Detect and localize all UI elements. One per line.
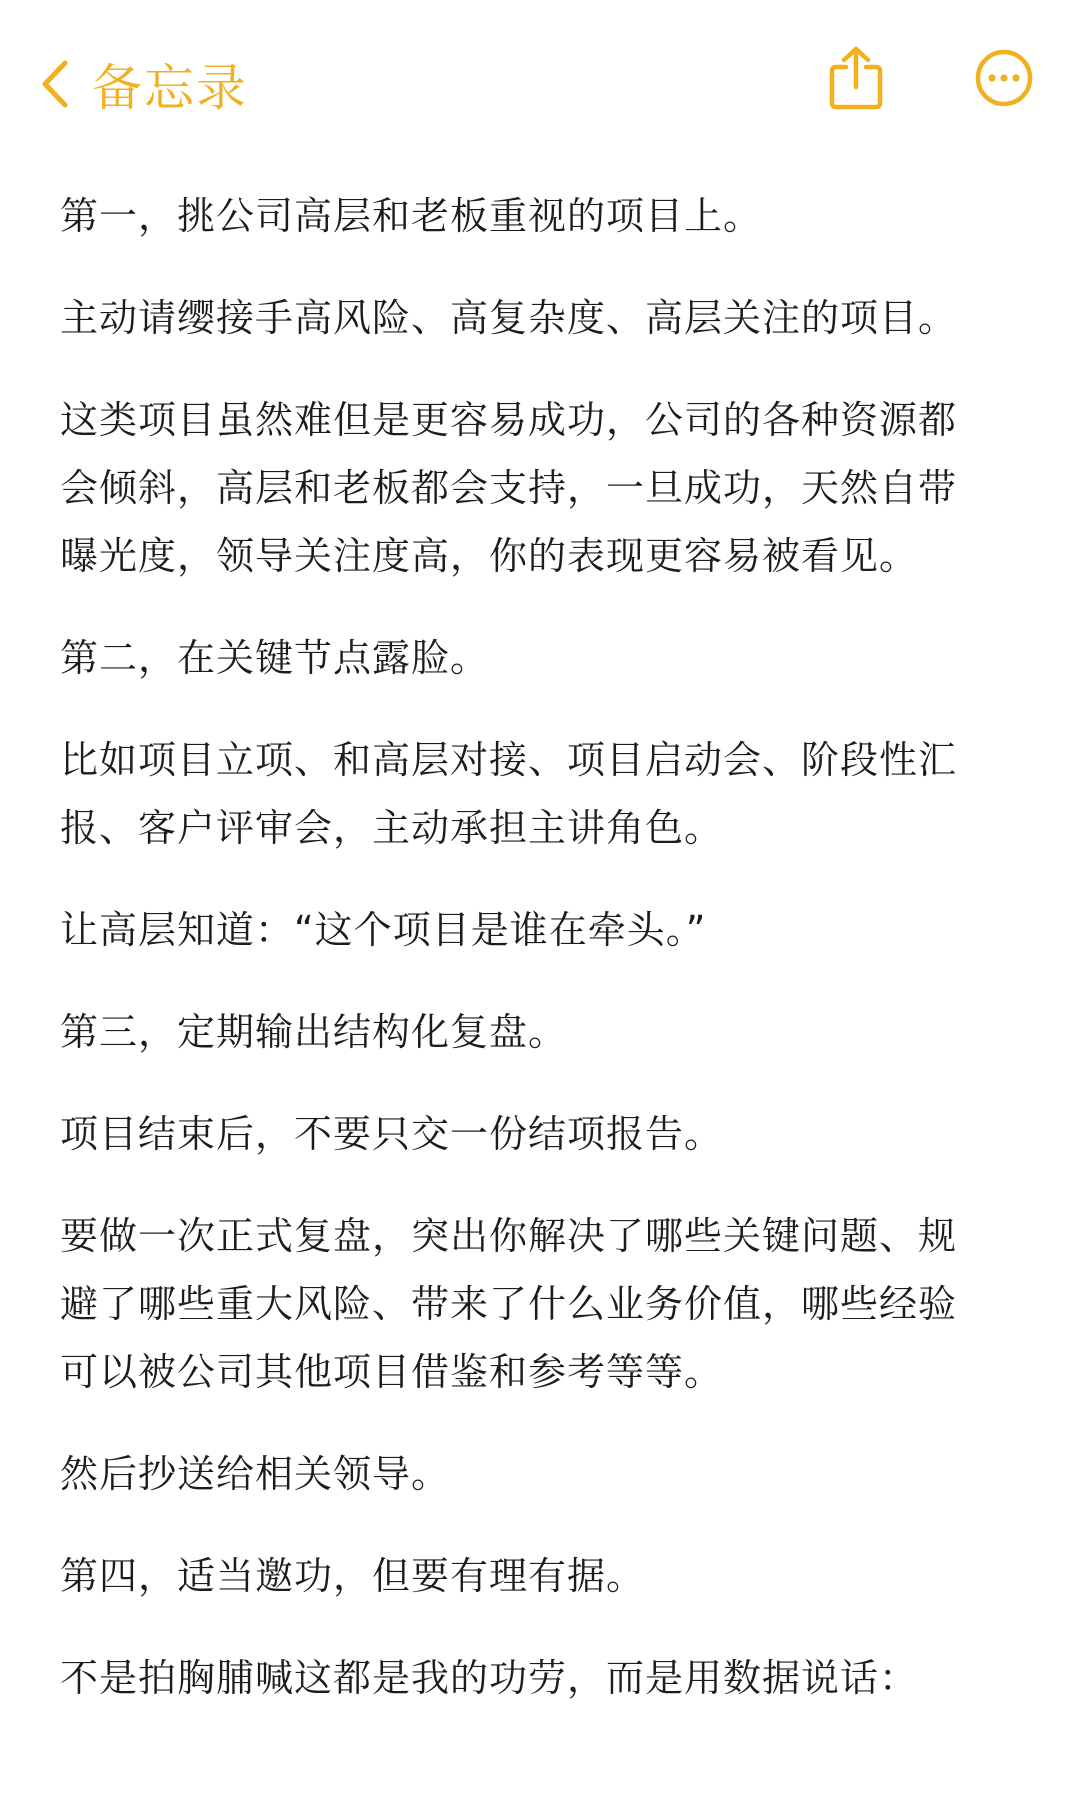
share-button[interactable]: [816, 40, 896, 120]
note-paragraph: 第二，在关键节点露脸。: [60, 636, 490, 680]
share-icon: [828, 45, 884, 115]
ellipsis-circle-icon: [974, 48, 1034, 112]
note-paragraph: 然后抄送给相关领导。: [60, 1452, 451, 1496]
note-paragraph: 比如项目立项、和高层对接、项目启动会、阶段性汇 报、客户评审会，主动承担主讲角色。: [60, 738, 958, 850]
chevron-left-icon: [40, 59, 70, 109]
back-button[interactable]: [40, 48, 248, 120]
back-button-label: 备忘录: [92, 59, 248, 117]
note-paragraph: 不是拍胸脯喊这都是我的功劳，而是用数据说话：: [60, 1656, 919, 1700]
note-paragraph: 第四，适当邀功，但要有理有据。: [60, 1554, 646, 1598]
navigation-bar: [0, 0, 1080, 160]
note-paragraph: 这类项目虽然难但是更容易成功，公司的各种资源都 会倾斜，高层和老板都会支持，一旦成功，天然自带 曝光度，领导关注度高，你的表现更容易被看见。: [60, 398, 958, 578]
note-paragraph: 要做一次正式复盘，突出你解决了哪些关键问题、规 避了哪些重大风险、带来了什么业务价值，哪些经验 可以被公司其他项目借鉴和参考等等。: [60, 1214, 958, 1394]
note-body[interactable]: [60, 182, 1030, 1746]
note-paragraph: 主动请缨接手高风险、高复杂度、高层关注的项目。: [60, 296, 958, 340]
note-paragraph: 让高层知道：“这个项目是谁在牵头。”: [60, 908, 707, 952]
more-button[interactable]: [964, 40, 1044, 120]
note-paragraph: 第三，定期输出结构化复盘。: [60, 1010, 568, 1054]
note-paragraph: 第一，挑公司高层和老板重视的项目上。: [60, 194, 763, 238]
note-paragraph: 项目结束后，不要只交一份结项报告。: [60, 1112, 724, 1156]
